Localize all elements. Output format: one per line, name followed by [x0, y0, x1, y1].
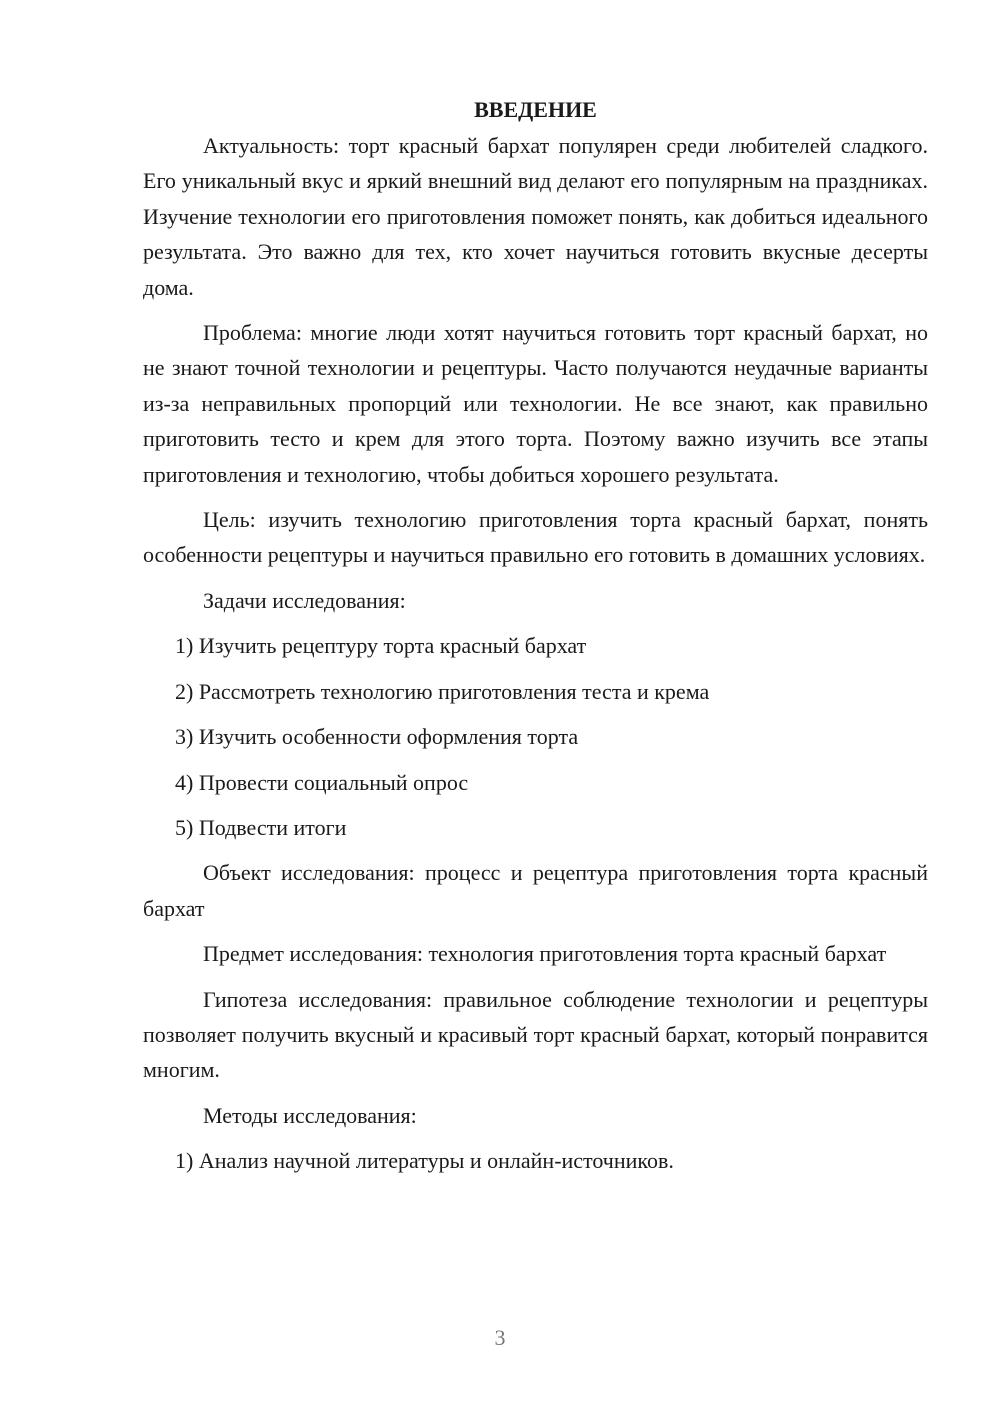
- task-item: 1) Изучить рецептуру торта красный бархат: [175, 633, 587, 659]
- goal-paragraph: Цель: изучить технологию приготовления торта красный бархат, понять особенности рецептуры и научиться правильно его готовить в домашних условиях.: [143, 507, 928, 568]
- methods-heading: Методы исследования:: [203, 1102, 417, 1128]
- relevance-paragraph: Актуальность: торт красный бархат популярен среди любителей сладкого. Его уникальный вкус и яркий внешний вид делают его популярным на праздниках. Изучение технологии его приготовления поможет понять, как добиться идеального результата. Это важно для тех, кто хочет научиться готовить вкусные десерты дома.: [143, 133, 928, 300]
- task-item: 4) Провести социальный опрос: [175, 769, 469, 795]
- subject-paragraph: Предмет исследования: технология приготовления торта красный бархат: [203, 941, 887, 967]
- task-item: 3) Изучить особенности оформления торта: [175, 724, 579, 750]
- method-item: 1) Анализ научной литературы и онлайн-источников.: [175, 1148, 674, 1174]
- document-page: [143, 90, 928, 1189]
- page-number: 3: [494, 1325, 506, 1350]
- hypothesis-paragraph: Гипотеза исследования: правильное соблюдение технологии и рецептуры позволяет получить вкусный и красивый торт красный бархат, который понравится многим.: [143, 986, 928, 1083]
- problem-paragraph: Проблема: многие люди хотят научиться готовить торт красный бархат, но не знают точной технологии и рецептуры. Часто получаются неудачные варианты из-за неправильных пропорций или технологии. Не все знают, как правильно приготовить тесто и крем для этого торта. Поэтому важно изучить все этапы приготовления и технологию, чтобы добиться хорошего результата.: [143, 320, 928, 487]
- object-paragraph: Объект исследования: процесс и рецептура приготовления торта красный бархат: [143, 860, 928, 921]
- tasks-heading: Задачи исследования:: [203, 587, 406, 613]
- task-item: 2) Рассмотреть технологию приготовления теста и крема: [175, 678, 710, 704]
- page-title: ВВЕДЕНИЕ: [474, 97, 597, 122]
- task-item: 5) Подвести итоги: [175, 814, 347, 840]
